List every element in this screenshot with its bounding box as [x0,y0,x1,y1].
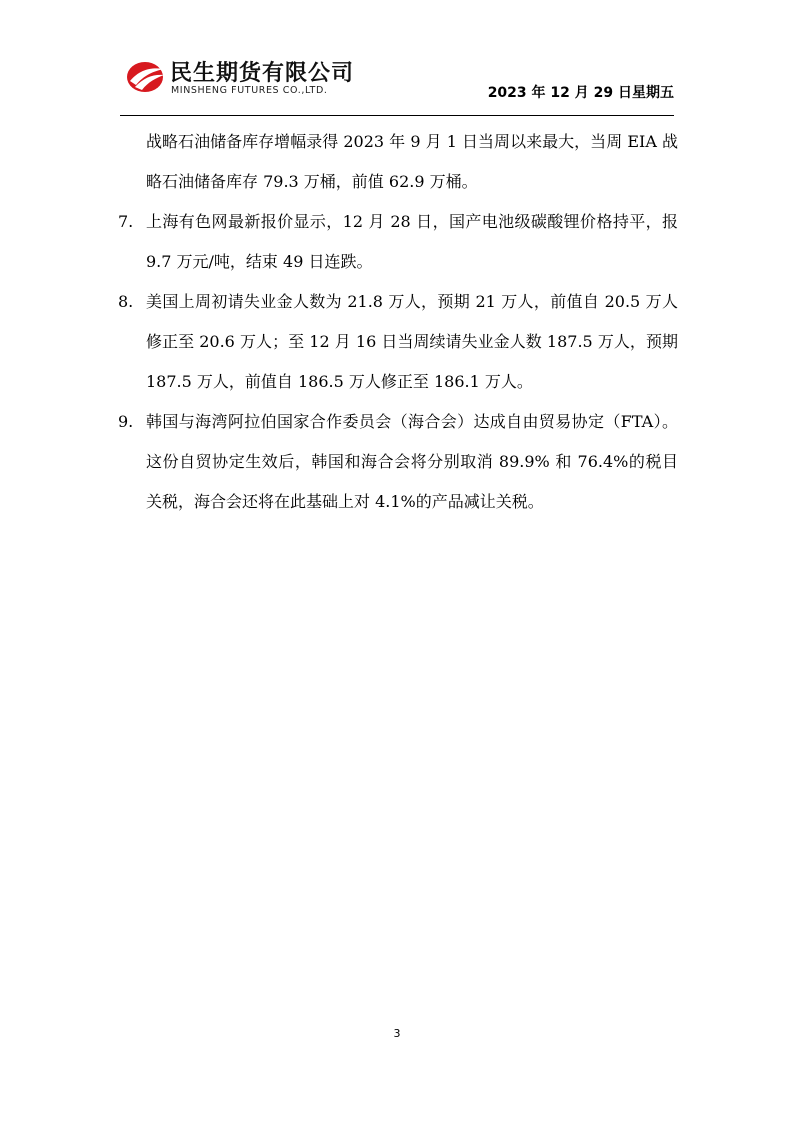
paragraph-text: 战略石油储备库存增幅录得 2023 年 9 月 1 日当周以来最大，当周 EIA 战略石油储备库存 79.3 万桶，前值 62.9 万桶。 [146,132,678,191]
list-item-number: 8. [118,292,134,311]
report-date: 2023 年 12 月 29 日星期五 [487,85,674,101]
list-item-number: 7. [118,212,134,231]
company-name-cn: 民生期货有限公司 [170,61,355,86]
header-divider [120,115,674,116]
list-item [118,282,678,402]
page-header [120,52,674,118]
document-body [118,122,678,522]
company-name-en: MINSHENG FUTURES CO.,LTD. [171,85,328,96]
list-item [118,202,678,282]
list-item-number: 9. [118,412,134,431]
list-item-text: 上海有色网最新报价显示，12 月 28 日，国产电池级碳酸锂价格持平，报 9.7 万元/吨，结束 49 日连跌。 [146,212,678,271]
continuation-paragraph [118,122,678,202]
list-item [118,402,678,522]
company-logo [126,56,366,100]
list-item-text: 美国上周初请失业金人数为 21.8 万人，预期 21 万人，前值自 20.5 万人修正至 20.6 万人；至 12 月 16 日当周续请失业金人数 187.5 万人，预期 187.5 万人，前值自 186.5 万人修正至 186.1 万人。 [146,292,678,391]
minsheng-logo-icon [126,59,166,95]
page-number: 3 [393,1027,401,1040]
list-item-text: 韩国与海湾阿拉伯国家合作委员会（海合会）达成自由贸易协定（FTA）。这份自贸协定生效后，韩国和海合会将分别取消 89.9% 和 76.4%的税目关税，海合会还将在此基础上对 4.1%的产品减让关税。 [146,412,678,511]
